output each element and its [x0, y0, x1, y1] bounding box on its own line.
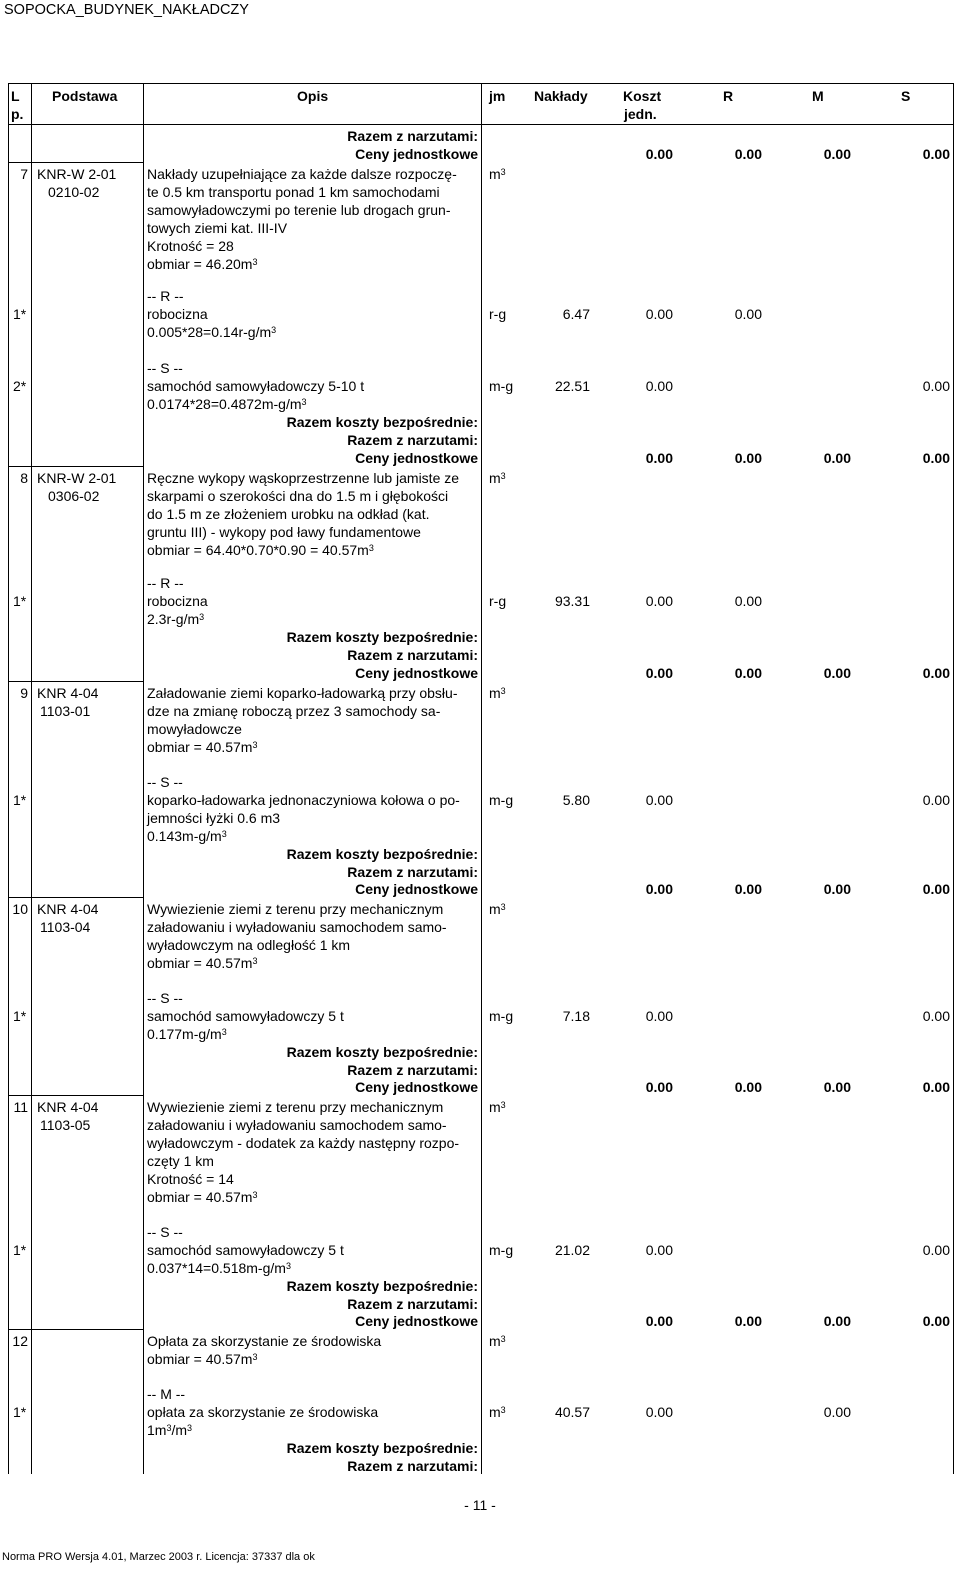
- total-value: 0.00: [922, 881, 950, 897]
- item-code: 0210-02: [48, 184, 100, 200]
- item-desc-line: mowyładowcze: [147, 721, 242, 737]
- item-desc-line: gruntu III) - wykopy pod ławy fundamentowe: [147, 524, 421, 540]
- item-code: 0306-02: [48, 488, 100, 504]
- razem-narzutami: Razem z narzutami:: [347, 647, 478, 663]
- res-naklady: 5.80: [562, 792, 590, 808]
- item-lp: 12: [12, 1333, 28, 1349]
- razem-bezposrednie: Razem koszty bezpośrednie:: [286, 629, 478, 645]
- header-m: M: [812, 88, 824, 104]
- res-naklady: 40.57: [554, 1404, 590, 1420]
- software-license-note: Norma PRO Wersja 4.01, Marzec 2003 r. Licencja: 37337 dla ok: [2, 1551, 315, 1563]
- total-value: 0.00: [645, 881, 673, 897]
- item-desc-line: Nakłady uzupełniające za każde dalsze rozpoczę-: [147, 166, 457, 182]
- item-code: 1103-05: [40, 1117, 91, 1133]
- row-sep-10: [8, 897, 144, 898]
- item-code: KNR-W 2-01: [37, 166, 117, 182]
- row-sep-12: [8, 1329, 144, 1330]
- res-name-cont: jemności łyżki 0.6 m3: [147, 810, 281, 826]
- res-m: 0.00: [823, 1404, 851, 1420]
- res-naklady: 21.02: [554, 1242, 590, 1258]
- total-value: 0.00: [823, 146, 851, 162]
- header-lp-p: p.: [11, 106, 24, 122]
- res-no: 1*: [13, 306, 27, 322]
- res-jm: m-g: [489, 792, 514, 808]
- res-type: -- S --: [147, 990, 183, 1006]
- res-type: -- R --: [147, 575, 184, 591]
- res-name: samochód samowyładowczy 5-10 t: [147, 378, 365, 394]
- res-naklady: 6.47: [562, 306, 590, 322]
- item-code: KNR 4-04: [37, 685, 99, 701]
- res-norm: $0.143m-g/m^3$: [147, 828, 227, 844]
- res-r: 0.00: [734, 306, 762, 322]
- res-s: 0.00: [922, 1008, 950, 1024]
- item-desc-line: załadowaniu i wyładowaniu samochodem samo-: [147, 1117, 447, 1133]
- item-jm: $m^3$: [489, 166, 506, 182]
- item-obmiar: obmiar = $40.57m^3$: [147, 1189, 258, 1205]
- item-desc-line: skarpami o szerokości dna do 1.5 m i głębokości: [147, 488, 449, 504]
- header-bottom-line: [8, 124, 954, 125]
- razem-bezposrednie: Razem koszty bezpośrednie:: [286, 1044, 478, 1060]
- razem-narzutami: Razem z narzutami:: [347, 1296, 478, 1312]
- res-s: 0.00: [922, 378, 950, 394]
- res-norm: $2.3r-g/m^3$: [147, 611, 205, 627]
- res-no: 1*: [13, 792, 27, 808]
- total-value: 0.00: [734, 450, 762, 466]
- ceny-jednostkowe: Ceny jednostkowe: [355, 1079, 478, 1095]
- res-naklady: 93.31: [554, 593, 590, 609]
- item-code: 1103-01: [40, 703, 91, 719]
- res-type: -- R --: [147, 288, 184, 304]
- res-s: 0.00: [922, 792, 950, 808]
- res-no: 2*: [13, 378, 27, 394]
- res-type: -- M --: [147, 1386, 186, 1402]
- res-norm: $0.037*14=0.518m-g/m^3$: [147, 1260, 291, 1276]
- razem-narzutami: Razem z narzutami:: [347, 128, 478, 144]
- item-desc-line: Krotność = 28: [147, 238, 234, 254]
- razem-bezposrednie: Razem koszty bezpośrednie:: [286, 1440, 478, 1456]
- total-value: 0.00: [823, 665, 851, 681]
- res-norm: $0.005*28=0.14r-g/m^3$: [147, 324, 277, 340]
- item-desc-line: Wywiezienie ziemi z terenu przy mechanicznym: [147, 901, 444, 917]
- item-desc-line: dze na zmianę roboczą przez 3 samochody sa-: [147, 703, 441, 719]
- header-s: S: [901, 88, 911, 104]
- res-naklady: 7.18: [562, 1008, 590, 1024]
- res-name: opłata za skorzystanie ze środowiska: [147, 1404, 379, 1420]
- res-no: 1*: [13, 593, 27, 609]
- total-value: 0.00: [734, 665, 762, 681]
- res-name: robocizna: [147, 593, 208, 609]
- razem-narzutami: Razem z narzutami:: [347, 432, 478, 448]
- total-value: 0.00: [922, 1313, 950, 1329]
- razem-narzutami: Razem z narzutami:: [347, 1458, 478, 1474]
- row-sep-11: [8, 1095, 144, 1096]
- res-norm: $0.177m-g/m^3$: [147, 1026, 227, 1042]
- item-desc-line: Opłata za skorzystanie ze środowiska: [147, 1333, 382, 1349]
- res-name: robocizna: [147, 306, 208, 322]
- total-value: 0.00: [645, 665, 673, 681]
- item-code: 1103-04: [40, 919, 91, 935]
- res-jm: r-g: [489, 593, 507, 609]
- res-naklady: 22.51: [554, 378, 590, 394]
- item-lp: 10: [12, 901, 28, 917]
- col-divider-lp: [31, 83, 32, 1474]
- res-koszt: 0.00: [645, 1008, 673, 1024]
- res-koszt: 0.00: [645, 593, 673, 609]
- item-desc-line: Ręczne wykopy wąskoprzestrzenne lub jamiste ze: [147, 470, 460, 486]
- res-no: 1*: [13, 1404, 27, 1420]
- header-naklady: Nakłady: [534, 88, 588, 104]
- res-jm: m-g: [489, 1242, 514, 1258]
- total-value: 0.00: [645, 450, 673, 466]
- header-podstawa: Podstawa: [52, 88, 118, 104]
- item-desc-line: do 1.5 m ze złożeniem urobku na odkład (kat.: [147, 506, 430, 522]
- item-obmiar: obmiar = $40.57m^3$: [147, 739, 258, 755]
- total-value: 0.00: [922, 146, 950, 162]
- razem-narzutami: Razem z narzutami:: [347, 1062, 478, 1078]
- total-value: 0.00: [823, 1079, 851, 1095]
- item-desc-line: częty 1 km: [147, 1153, 214, 1169]
- item-jm: $m^3$: [489, 1333, 506, 1349]
- header-jedn: jedn.: [624, 106, 657, 122]
- item-obmiar: obmiar = $40.57m^3$: [147, 1351, 258, 1367]
- item-desc-line: te 0.5 km transportu ponad 1 km samochodami: [147, 184, 440, 200]
- res-name: samochód samowyładowczy 5 t: [147, 1008, 344, 1024]
- res-type: -- S --: [147, 360, 183, 376]
- total-value: 0.00: [734, 146, 762, 162]
- item-desc-line: załadowaniu i wyładowaniu samochodem samo-: [147, 919, 447, 935]
- res-norm: $1m^3/m^3$: [147, 1422, 193, 1438]
- item-desc-line: wyładowczym na odległość 1 km: [147, 937, 351, 953]
- item-obmiar: obmiar = $64.40*0.70*0.90 = 40.57m^3$: [147, 542, 374, 558]
- header-jm: jm: [489, 88, 506, 104]
- item-code: KNR 4-04: [37, 1099, 99, 1115]
- res-koszt: 0.00: [645, 306, 673, 322]
- res-jm: r-g: [489, 306, 507, 322]
- item-lp: 9: [20, 685, 28, 701]
- item-lp: 7: [20, 166, 28, 182]
- item-lp: 11: [13, 1099, 28, 1115]
- col-divider-podstawa: [143, 83, 144, 1474]
- res-type: -- S --: [147, 774, 183, 790]
- res-name: samochód samowyładowczy 5 t: [147, 1242, 344, 1258]
- item-obmiar: obmiar = $40.57m^3$: [147, 955, 258, 971]
- header-koszt: Koszt: [623, 88, 662, 104]
- res-norm: $0.0174*28=0.4872m-g/m^3$: [147, 396, 307, 412]
- razem-bezposrednie: Razem koszty bezpośrednie:: [286, 846, 478, 862]
- item-obmiar: obmiar = $46.20m^3$: [147, 256, 258, 272]
- res-koszt: 0.00: [645, 1404, 673, 1420]
- total-value: 0.00: [922, 1079, 950, 1095]
- item-desc-line: samowyładowczymi po terenie lub drogach grun-: [147, 202, 451, 218]
- total-value: 0.00: [734, 881, 762, 897]
- total-value: 0.00: [823, 1313, 851, 1329]
- res-no: 1*: [13, 1008, 27, 1024]
- ceny-jednostkowe: Ceny jednostkowe: [355, 881, 478, 897]
- res-jm: $m^3$: [489, 1404, 506, 1420]
- item-code: KNR-W 2-01: [37, 470, 117, 486]
- ceny-jednostkowe: Ceny jednostkowe: [355, 146, 478, 162]
- res-koszt: 0.00: [645, 1242, 673, 1258]
- razem-narzutami: Razem z narzutami:: [347, 864, 478, 880]
- item-desc-line: wyładowczym - dodatek za każdy następny rozpo-: [147, 1135, 460, 1151]
- item-jm: $m^3$: [489, 1099, 506, 1115]
- ceny-jednostkowe: Ceny jednostkowe: [355, 450, 478, 466]
- item-desc-line: Załadowanie ziemi koparko-ładowarką przy obsłu-: [147, 685, 458, 701]
- col-divider-opis: [481, 83, 482, 1474]
- ceny-jednostkowe: Ceny jednostkowe: [355, 1313, 478, 1329]
- item-jm: $m^3$: [489, 901, 506, 917]
- document-title: SOPOCKA_BUDYNEK_NAKŁADCZY: [4, 2, 249, 18]
- res-jm: m-g: [489, 378, 514, 394]
- item-code: KNR 4-04: [37, 901, 99, 917]
- total-value: 0.00: [823, 450, 851, 466]
- res-s: 0.00: [922, 1242, 950, 1258]
- res-name: koparko-ładowarka jednonaczyniowa kołowa o po-: [147, 792, 460, 808]
- header-opis: Opis: [297, 88, 329, 104]
- razem-bezposrednie: Razem koszty bezpośrednie:: [286, 1278, 478, 1294]
- header-r: R: [723, 88, 734, 104]
- res-jm: m-g: [489, 1008, 514, 1024]
- razem-bezposrednie: Razem koszty bezpośrednie:: [286, 414, 478, 430]
- total-value: 0.00: [734, 1313, 762, 1329]
- page-number: - 11 -: [464, 1497, 496, 1513]
- item-lp: 8: [20, 470, 28, 486]
- total-value: 0.00: [922, 450, 950, 466]
- row-sep-9: [8, 681, 144, 682]
- row-sep-7: [8, 162, 144, 163]
- item-desc-line: towych ziemi kat. III-IV: [147, 220, 288, 236]
- item-jm: $m^3$: [489, 470, 506, 486]
- res-koszt: 0.00: [645, 378, 673, 394]
- total-value: 0.00: [645, 146, 673, 162]
- total-value: 0.00: [823, 881, 851, 897]
- total-value: 0.00: [922, 665, 950, 681]
- res-no: 1*: [13, 1242, 27, 1258]
- item-jm: $m^3$: [489, 685, 506, 701]
- res-type: -- S --: [147, 1224, 183, 1240]
- header-lp-l: L: [11, 88, 20, 104]
- ceny-jednostkowe: Ceny jednostkowe: [355, 665, 478, 681]
- item-desc-line: Krotność = 14: [147, 1171, 234, 1187]
- total-value: 0.00: [645, 1313, 673, 1329]
- total-value: 0.00: [645, 1079, 673, 1095]
- res-koszt: 0.00: [645, 792, 673, 808]
- total-value: 0.00: [734, 1079, 762, 1095]
- row-sep-8: [8, 466, 144, 467]
- item-desc-line: Wywiezienie ziemi z terenu przy mechanicznym: [147, 1099, 444, 1115]
- res-r: 0.00: [734, 593, 762, 609]
